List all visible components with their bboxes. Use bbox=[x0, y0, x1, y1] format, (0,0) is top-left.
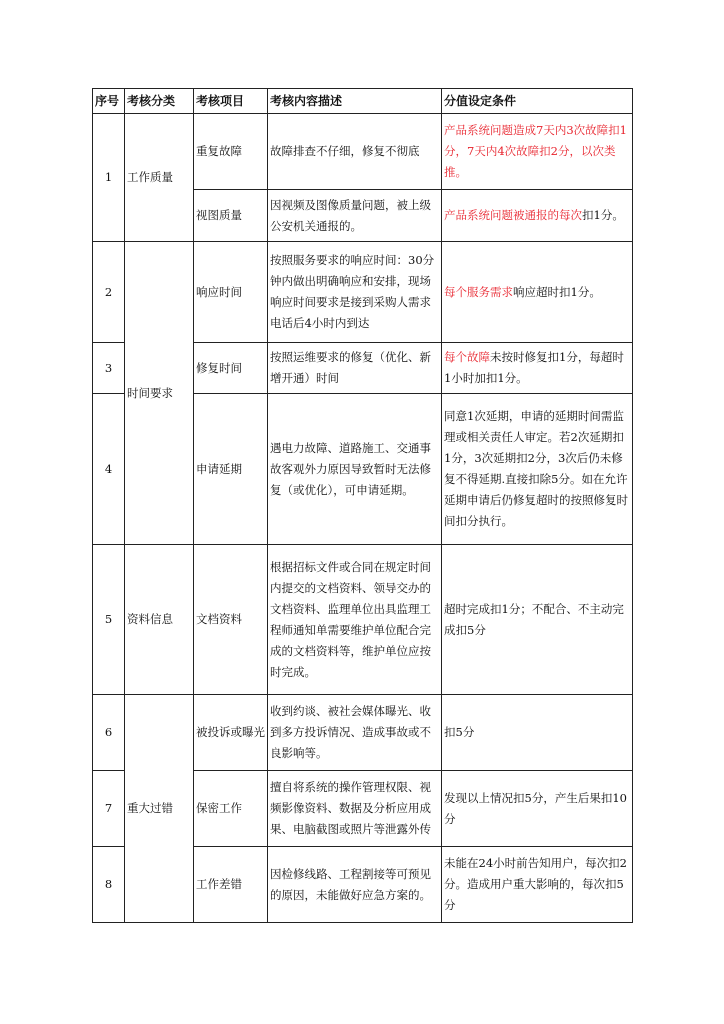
row-condition bbox=[442, 847, 633, 923]
row-condition bbox=[442, 771, 633, 847]
row-number: 6 bbox=[93, 695, 125, 771]
row-condition bbox=[442, 394, 633, 545]
row-condition bbox=[442, 695, 633, 771]
condition-text: 未能在24小时前告知用户，每次扣2分。造成用户重大影响的，每次扣5分 bbox=[444, 856, 627, 912]
row-description: 因视频及图像质量问题，被上级公安机关通报的。 bbox=[268, 190, 442, 242]
row-condition bbox=[442, 242, 633, 343]
condition-text: 扣1分。 bbox=[582, 208, 624, 222]
row-condition bbox=[442, 190, 633, 242]
header-category: 考核分类 bbox=[125, 89, 194, 114]
header-row bbox=[93, 89, 633, 114]
row-item: 重复故障 bbox=[194, 114, 268, 190]
table-row bbox=[93, 695, 633, 771]
table-row bbox=[93, 545, 633, 695]
condition-text: 发现以上情况扣5分，产生后果扣10分 bbox=[444, 790, 627, 826]
row-description: 收到约谈、被社会媒体曝光、收到多方投诉情况、造成事故或不良影响等。 bbox=[268, 695, 442, 771]
row-item: 工作差错 bbox=[194, 847, 268, 923]
row-item: 视图质量 bbox=[194, 190, 268, 242]
header-no: 序号 bbox=[93, 89, 125, 114]
condition-highlight: 每个故障 bbox=[444, 350, 490, 364]
row-item: 文档资料 bbox=[194, 545, 268, 695]
row-number: 7 bbox=[93, 771, 125, 847]
row-number: 1 bbox=[93, 114, 125, 242]
row-number: 3 bbox=[93, 343, 125, 394]
row-description: 因检修线路、工程割接等可预见的原因，未能做好应急方案的。 bbox=[268, 847, 442, 923]
header-item: 考核项目 bbox=[194, 89, 268, 114]
row-category: 工作质量 bbox=[125, 114, 194, 242]
row-item: 保密工作 bbox=[194, 771, 268, 847]
header-condition: 分值设定条件 bbox=[442, 89, 633, 114]
row-condition bbox=[442, 343, 633, 394]
row-description: 擅自将系统的操作管理权限、视频影像资料、数据及分析应用成果、电脑截图或照片等泄露外传 bbox=[268, 771, 442, 847]
row-number: 2 bbox=[93, 242, 125, 343]
condition-highlight: 每个服务需求 bbox=[444, 284, 513, 299]
condition-highlight: 产品系统问题造成7天内3次故障扣1分，7天内4次故障扣2分，以次类推。 bbox=[444, 123, 627, 179]
condition-text: 响应超时扣1分。 bbox=[513, 284, 601, 299]
table-row bbox=[93, 114, 633, 190]
row-description: 遇电力故障、道路施工、交通事故客观外力原因导致暂时无法修复（或优化），可申请延期。 bbox=[268, 394, 442, 545]
header-description: 考核内容描述 bbox=[268, 89, 442, 114]
condition-text: 扣5分 bbox=[444, 725, 475, 739]
row-description: 根据招标文件或合同在规定时间内提交的文档资料、领导交办的文档资料、监理单位出具监理工程师通知单需要维护单位配合完成的文档资料等，维护单位应按时完成。 bbox=[268, 545, 442, 695]
row-condition bbox=[442, 545, 633, 695]
row-number: 5 bbox=[93, 545, 125, 695]
row-category: 资料信息 bbox=[125, 545, 194, 695]
row-condition bbox=[442, 114, 633, 190]
row-item: 修复时间 bbox=[194, 343, 268, 394]
condition-text: 同意1次延期，申请的延期时间需监理或相关责任人审定。若2次延期扣1分，3次延期扣2分，3次后仍未修复不得延期.直接扣除5分。如在允许延期申请后仍修复超时的按照修复时间扣分执行。 bbox=[444, 409, 628, 528]
row-item: 申请延期 bbox=[194, 394, 268, 545]
condition-text: 未按时修复扣1分，每超时1小时加扣1分。 bbox=[444, 350, 624, 385]
row-number: 4 bbox=[93, 394, 125, 545]
row-description: 按照服务要求的响应时间：30分钟内做出明确响应和安排，现场响应时间要求是接到采购人需求电话后4小时内到达 bbox=[268, 242, 442, 343]
row-description: 按照运维要求的修复（优化、新增开通）时间 bbox=[268, 343, 442, 394]
condition-text: 超时完成扣1分；不配合、不主动完成扣5分 bbox=[444, 601, 624, 637]
row-item: 被投诉或曝光 bbox=[194, 695, 268, 771]
row-item: 响应时间 bbox=[194, 242, 268, 343]
row-description: 故障排查不仔细，修复不彻底 bbox=[268, 114, 442, 190]
condition-highlight: 产品系统问题被通报的每次 bbox=[444, 208, 582, 222]
row-category: 时间要求 bbox=[125, 242, 194, 545]
row-category: 重大过错 bbox=[125, 695, 194, 923]
assessment-table bbox=[92, 88, 633, 923]
table-row bbox=[93, 242, 633, 343]
row-number: 8 bbox=[93, 847, 125, 923]
